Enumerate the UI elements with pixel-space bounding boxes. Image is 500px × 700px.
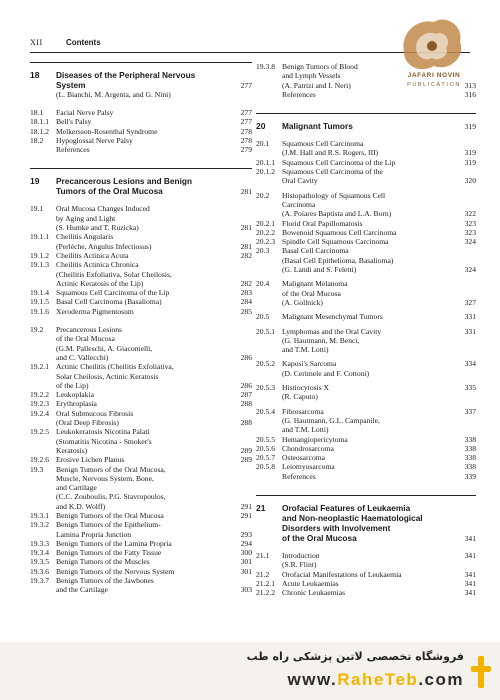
entry-number: 19.3 (30, 464, 44, 474)
entry-page: 323 (464, 218, 476, 228)
entry-title-line: Cheilitis Actinica Acuta (56, 250, 129, 260)
entry-page: 281 (240, 241, 252, 251)
chapter-page: 277 (240, 81, 252, 90)
entry-title-line: References (282, 471, 316, 481)
entry-number: 20.2.1 (256, 218, 275, 228)
entry-title: Facial Nerve Palsy (56, 108, 114, 117)
entry-title-line: Leukoplakia (56, 390, 94, 400)
entry-page: 331 (464, 326, 476, 336)
entry-page: 303 (240, 585, 252, 595)
entry-page: 313 (464, 80, 476, 90)
chapter-title: Precancerous Lesions and Benign (56, 176, 193, 187)
entry-page: 338 (464, 453, 476, 463)
toc-entry[interactable] (30, 325, 252, 362)
entry-title-line: (Basal Cell Epithelioma, Basalioma) (282, 255, 394, 265)
entry-title-line: Benign Tumors of the Fatty Tissue (56, 548, 162, 558)
entry-number: 20.5 (256, 312, 270, 322)
entry-title-line: Benign Tumors of the Oral Mucosa, (56, 464, 166, 474)
entry-page: 323 (464, 227, 476, 237)
entry-number: 19.2 (30, 325, 44, 335)
entry-number: 20.5.3 (256, 383, 275, 393)
entry-title-line: Benign Tumors of the Muscles (56, 557, 150, 567)
entry-title-line: Carcinoma (282, 199, 316, 209)
entry-number: 19.1.4 (30, 288, 49, 298)
entry-title-line: and C. Vallecchi) (56, 352, 109, 362)
entry-title-line: Keratosis) (56, 445, 88, 455)
toc-entry[interactable] (30, 136, 252, 145)
entry-number: 19.2.4 (30, 408, 49, 418)
toc-entry[interactable] (256, 158, 476, 167)
entry-title-line: Orofacial Manifestations of Leukaemia (282, 569, 402, 579)
toc-entry[interactable] (30, 539, 252, 548)
entry-page: 327 (464, 297, 476, 307)
entry-title-line: Oral Submucous Fibrosis (56, 408, 134, 418)
medical-cross-icon (470, 654, 492, 690)
entry-number: 19.2.3 (30, 399, 49, 409)
entry-number: 20.4 (256, 279, 270, 289)
toc-entry[interactable] (256, 472, 476, 481)
toc-entry[interactable] (256, 312, 476, 321)
chapter-page: 341 (464, 533, 476, 543)
toc-entry[interactable] (30, 567, 252, 576)
entry-number: 19.2.6 (30, 455, 49, 465)
toc-entry[interactable] (30, 297, 252, 306)
toc-entry[interactable] (256, 383, 476, 402)
entry-title-line: Introduction (282, 550, 320, 560)
entry-title-line: (A. Patrizi and I. Neri) (282, 80, 351, 90)
footer-banner (0, 642, 500, 700)
entry-page: 288 (240, 399, 252, 409)
entry-page: 324 (464, 237, 476, 247)
entry-title-line: Malignant Melanoma (282, 279, 348, 289)
toc-entry[interactable] (30, 390, 252, 399)
entry-number (256, 90, 282, 99)
entry-page: 331 (464, 312, 476, 322)
entry-number: 18.1 (30, 108, 44, 117)
store-url[interactable] (288, 670, 465, 690)
entry-number: 20.5.6 (256, 443, 275, 453)
toc-entry[interactable] (30, 409, 252, 428)
entry-number: 19.1.6 (30, 306, 49, 316)
toc-entry[interactable] (30, 455, 252, 464)
entry-page: 338 (464, 434, 476, 444)
entry-page: 341 (464, 550, 476, 560)
entry-title-line: (Perlèche, Angulus Infectiosus) (56, 241, 152, 251)
entry-title-line: Cheilitis Angularis (56, 232, 114, 242)
entry-page: 281 (240, 223, 252, 233)
toc-entry[interactable] (30, 362, 252, 390)
toc-entry[interactable] (256, 191, 476, 219)
publisher-logo (386, 10, 482, 120)
entry-page: 320 (464, 176, 476, 186)
entry-page: 339 (464, 471, 476, 481)
chapter-title: Malignant Tumors (282, 121, 353, 132)
entry-page: 300 (240, 548, 252, 558)
entry-page: 285 (240, 306, 252, 316)
toc-entry[interactable] (256, 279, 476, 307)
entry-title-line: and Cartilage (56, 483, 97, 493)
entry-title-line: Leiomyosarcoma (282, 462, 335, 472)
entry-number: 20.1.2 (256, 167, 275, 177)
entry-title-line: (D. Cerimele and F. Cottoni) (282, 368, 370, 378)
entry-page: 289 (240, 455, 252, 465)
entry-number: 20.2.2 (256, 227, 275, 237)
entry-number: 20.5.5 (256, 434, 275, 444)
left-column (30, 62, 252, 595)
entry-title-line: and K.D. Wolff) (56, 501, 106, 511)
entry-title-line: Malignant Mesenchymal Tumors (282, 312, 383, 322)
page-number: XII (30, 38, 43, 47)
toc-entry[interactable] (256, 444, 476, 453)
entry-title-line: Leukokeratosis Nicotina Palati (56, 427, 150, 437)
entry-number (256, 472, 282, 481)
entry-title-line: Xeroderma Pigmentosum (56, 306, 134, 316)
entry-number: 20.5.4 (256, 406, 275, 416)
entry-page: 341 (464, 588, 476, 598)
entry-title-line: Lymphomas and the Oral Cavity (282, 326, 382, 336)
entry-page: 284 (240, 297, 252, 307)
toc-entry[interactable] (30, 251, 252, 260)
entry-title-line: (S. Humke and T. Ruzicka) (56, 223, 139, 233)
entry-page: 337 (464, 406, 476, 416)
logo-brand: JAFARI NOVIN (407, 72, 461, 79)
entry-title-line: (G. Hautmann, M. Benci, (282, 335, 360, 345)
toc-entry[interactable] (30, 260, 252, 288)
toc-entry[interactable] (30, 548, 252, 557)
toc-entry[interactable] (30, 520, 252, 539)
entry-number: 19.1.1 (30, 232, 49, 242)
entry-title-line: (C.C. Zouboulis, P.G. Stavropoulos, (56, 492, 166, 502)
entry-number: 18.2 (30, 135, 44, 145)
chapter-number: 18 (30, 70, 40, 80)
entry-page: 334 (464, 359, 476, 369)
toc-entry[interactable] (30, 117, 252, 126)
toc-entry[interactable] (256, 407, 476, 435)
toc-entry[interactable] (256, 435, 476, 444)
toc-entry[interactable] (30, 288, 252, 297)
entry-number: 19.1.3 (30, 260, 49, 270)
toc-entry[interactable] (256, 579, 476, 588)
entry-number: 18.1.1 (30, 117, 49, 127)
entry-number: 19.1 (30, 204, 44, 214)
entry-page: 286 (240, 352, 252, 362)
entry-title-line: of the Oral Mucosa (56, 334, 115, 344)
entry-page: 278 (240, 126, 252, 136)
entry-title-line: Squamous Cell Carcinoma (282, 139, 364, 149)
entry-title-line: Hemangiopericytoma (282, 434, 348, 444)
toc-entry[interactable] (30, 204, 252, 232)
url-brand: RaheTeb (337, 670, 419, 689)
entry-title-line: (A. Gollnick) (282, 297, 323, 307)
entry-number: 20.5.1 (256, 326, 275, 336)
toc-entry[interactable] (30, 232, 252, 251)
entry-page: 294 (240, 538, 252, 548)
entry-title-line: (S.R. Flint) (282, 560, 317, 570)
entry-number: 19.2.5 (30, 427, 49, 437)
entry-title-line: Lamina Propria Junction (56, 529, 132, 539)
entry-title-line: Chondrosarcoma (282, 443, 334, 453)
toc-entry[interactable] (256, 462, 476, 471)
entry-title-line: Squamous Cell Carcinoma of the Lip (56, 288, 170, 298)
entry-title-line: Basal Cell Carcinoma (282, 246, 349, 256)
entry-title-line: Fibrosarcoma (282, 406, 324, 416)
entry-page: 324 (464, 265, 476, 275)
entry-title-line: Squamous Cell Carcinoma of the Lip (282, 157, 396, 167)
entry-number: 20.5.2 (256, 359, 275, 369)
entry-number: 20.1.1 (256, 157, 275, 167)
entry-number: 19.1.2 (30, 250, 49, 260)
chapter-18 (30, 62, 252, 154)
entry-page: 288 (240, 418, 252, 428)
toc-entry[interactable] (30, 465, 252, 511)
entry-title-line: Oral Cavity (282, 176, 318, 186)
entry-page: 341 (464, 569, 476, 579)
entry-page: 338 (464, 462, 476, 472)
entry-title-line: (Stomatitis Nicotina - Smoker's (56, 436, 152, 446)
entry-title-line: (Cheilitis Exfoliativa, Solar Cheilosis, (56, 269, 172, 279)
toc-entry[interactable] (30, 399, 252, 408)
chapter-title: Diseases of the Peripheral Nervous (56, 70, 196, 80)
chapter-title: and Non-neoplastic Haematological (282, 512, 423, 523)
logo-emblem-icon (394, 12, 468, 78)
chapter-title: Tumors of the Oral Mucosa (56, 186, 163, 197)
entry-title-line: Actinic Keratosis of the Lip) (56, 278, 144, 288)
toc-entry[interactable] (256, 139, 476, 158)
url-suffix: .com (418, 670, 464, 689)
entry-number: 18.1.2 (30, 126, 49, 136)
entry-number: 21.2 (256, 569, 270, 579)
entry-title-line: Basal Cell Carcinoma (Basalioma) (56, 297, 162, 307)
chapter-authors: (L. Bianchi, M. Argenta, and G. Nini) (56, 90, 171, 99)
entry-title-line: Bowenoid Squamous Cell Carcinoma (282, 227, 397, 237)
entry-title-line: Benign Tumors of the Jawbones (56, 576, 154, 586)
entry-title-line: Acute Leukaemias (282, 578, 339, 588)
entry-title: Melkersson-Rosenthal Syndrome (56, 126, 158, 136)
entry-title-line: by Aging and Light (56, 213, 116, 223)
entry-title: References (56, 145, 90, 155)
entry-title-line: Kaposi's Sarcoma (282, 359, 337, 369)
entry-page: 291 (240, 510, 252, 520)
entry-title-line: Osteosarcoma (282, 453, 326, 463)
entry-title-line: of the Lip) (56, 380, 89, 390)
chapter-21 (256, 495, 476, 597)
entry-title-line: (G. Hautmann, G.L. Campanile, (282, 415, 380, 425)
entry-page: 293 (240, 529, 252, 539)
entry-number: 19.3.2 (30, 520, 49, 530)
entry-number: 20.3 (256, 246, 270, 256)
entry-page: 278 (240, 135, 252, 145)
entry-page: 291 (240, 501, 252, 511)
running-title: Contents (66, 38, 101, 47)
entry-title-line: Spindle Cell Squamous Carcinoma (282, 237, 389, 247)
toc-entry[interactable] (30, 307, 252, 316)
entry-title-line: References (282, 89, 316, 99)
entry-title-line: (A. Poiares Baptista and L.A. Born) (282, 209, 392, 219)
entry-title-line: Chronic Leukaemias (282, 588, 346, 598)
toc-entry[interactable] (30, 127, 252, 136)
toc-entry[interactable] (256, 237, 476, 246)
entry-number: 19.3.6 (30, 566, 49, 576)
chapter-title: of the Oral Mucosa (282, 532, 357, 543)
toc-entry[interactable] (256, 359, 476, 378)
entry-page: 319 (464, 148, 476, 158)
entry-number: 20.5.8 (256, 462, 275, 472)
toc-entry[interactable] (30, 576, 252, 595)
entry-page: 279 (240, 145, 252, 155)
toc-entry[interactable] (256, 167, 476, 186)
entry-title-line: (Oral Deep Fibrosis) (56, 418, 119, 428)
entry-title-line: (J.M. Hall and R.S. Rogers, III) (282, 148, 379, 158)
entry-page: 289 (240, 445, 252, 455)
entry-title-line: Erosive Lichen Planus (56, 455, 125, 465)
entry-number: 19.2.1 (30, 362, 49, 372)
entry-page: 341 (464, 578, 476, 588)
chapter-20 (256, 113, 476, 481)
toc-entry[interactable] (256, 588, 476, 597)
logo-subtitle: PUBLICATION (407, 82, 461, 88)
entry-title-line: and T.M. Lotti) (282, 425, 329, 435)
chapter-19 (30, 168, 252, 594)
entry-title-line: Benign Tumors of the Epithelium- (56, 520, 161, 530)
entry-title-line: Erythroplasia (56, 399, 97, 409)
entry-title-line: (G.M. Palleschi, A. Giacomelli, (56, 343, 153, 353)
toc-entry[interactable] (256, 246, 476, 274)
toc-entry[interactable] (256, 453, 476, 462)
entry-number: 19.1.5 (30, 297, 49, 307)
toc-entry[interactable] (256, 327, 476, 355)
entry-page: 277 (240, 117, 252, 127)
entry-title-line: Squamous Cell Carcinoma of the (282, 167, 383, 177)
toc-entry[interactable] (30, 557, 252, 566)
toc-entry[interactable] (256, 219, 476, 228)
toc-entry[interactable] (256, 551, 476, 570)
entry-number: 19.3.8 (256, 62, 275, 71)
toc-entry[interactable] (30, 427, 252, 455)
entry-page: 335 (464, 383, 476, 393)
entry-number: 19.3.3 (30, 538, 49, 548)
entry-page: 286 (240, 380, 252, 390)
toc-entry[interactable] (256, 570, 476, 579)
entry-title-line: and the Cartilage (56, 585, 108, 595)
entry-title-line: Cheilitis Actinica Chronica (56, 260, 139, 270)
entry-page: 282 (240, 278, 252, 288)
entry-page: 282 (240, 250, 252, 260)
entry-number (30, 145, 56, 154)
entry-number: 21.2.2 (256, 588, 275, 598)
entry-title-line: Muscle, Nervous System, Bone, (56, 473, 154, 483)
entry-page: 277 (240, 108, 252, 117)
chapter-page: 281 (240, 187, 252, 197)
entry-number: 21.1 (256, 550, 270, 560)
entry-page: 319 (464, 157, 476, 167)
entry-title-line: and T.M. Lotti) (282, 345, 329, 355)
entry-title-line: Benign Tumors of the Lamina Propria (56, 538, 172, 548)
chapter-title: Orofacial Features of Leukaemia (282, 502, 411, 513)
entry-title-line: Histopathology of Squamous Cell (282, 190, 386, 200)
entry-title-line: Precancerous Lesions (56, 325, 123, 335)
entry-page: 322 (464, 209, 476, 219)
entry-number: 19.3.5 (30, 557, 49, 567)
chapter-page: 319 (464, 122, 476, 132)
chapter-number: 21 (256, 502, 266, 513)
entry-title-line: (G. Landi and S. Feletti) (282, 265, 357, 275)
chapter-title: Disorders with Involvement (282, 522, 391, 533)
entry-title-line: Benign Tumors of the Nervous System (56, 566, 175, 576)
entry-title-line: Benign Tumors of the Oral Mucosa (56, 510, 164, 520)
entry-page: 301 (240, 566, 252, 576)
entry-title-line: Actinic Cheilitis (Cheilitis Exfoliativa, (56, 362, 174, 372)
entry-number: 20.5.7 (256, 453, 275, 463)
chapter-number: 20 (256, 121, 266, 132)
entry-number: 19.2.2 (30, 390, 49, 400)
entry-page: 316 (464, 89, 476, 99)
entry-title-line: Solar Cheilosis, Actinic Keratosis (56, 371, 159, 381)
toc-entry[interactable] (30, 511, 252, 520)
entry-title-line: of the Oral Mucosa (282, 288, 341, 298)
entry-title-line: Benign Tumors of Blood (282, 62, 358, 71)
toc-entry[interactable] (30, 108, 252, 117)
entry-number: 19.3.7 (30, 576, 49, 586)
entry-number: 20.1 (256, 139, 270, 149)
entry-title: Bell's Palsy (56, 117, 92, 127)
chapter-title: System (56, 80, 86, 90)
entry-title-line: Florid Oral Papillomatosis (282, 218, 363, 228)
entry-number: 20.2.3 (256, 237, 275, 247)
entry-number: 19.3.1 (30, 510, 49, 520)
entry-page: 287 (240, 390, 252, 400)
entry-number: 21.2.1 (256, 578, 275, 588)
entry-page: 283 (240, 288, 252, 298)
toc-entry[interactable] (256, 228, 476, 237)
entry-title-line: (R. Caputo) (282, 392, 318, 402)
store-name: فروشگاه تخصصی لاتین پزشکی راه طب (246, 650, 464, 663)
entry-title-line: and Lymph Vessels (282, 71, 341, 81)
entry-page: 301 (240, 557, 252, 567)
entry-page: 338 (464, 443, 476, 453)
chapter-number: 19 (30, 176, 40, 187)
toc-entry[interactable] (30, 145, 252, 154)
entry-number: 19.3.4 (30, 548, 49, 558)
entry-title-line: Histiocytosis X (282, 383, 330, 393)
url-prefix: www. (287, 670, 338, 689)
entry-title-line: Oral Mucosa Changes Induced (56, 204, 150, 214)
entry-title: Hypoglossal Nerve Palsy (56, 135, 133, 145)
right-column (256, 62, 476, 597)
entry-number: 20.2 (256, 190, 270, 200)
